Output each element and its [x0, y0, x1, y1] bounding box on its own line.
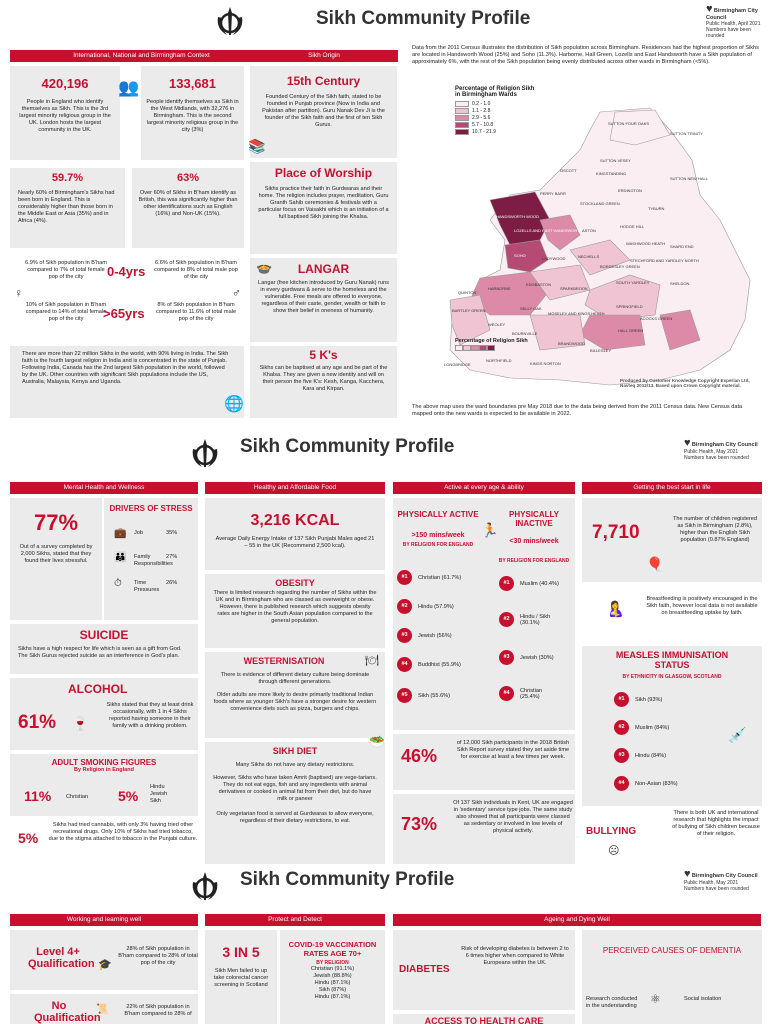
svg-text:LADYWOOD: LADYWOOD	[542, 256, 566, 261]
svg-text:BRANDWOOD: BRANDWOOD	[558, 341, 585, 346]
stress-drivers	[104, 498, 198, 620]
dementia-text: Research conducted in the understanding	[586, 996, 638, 1009]
diet-text1: Many Sikhs do not have any dietary restrictions.	[235, 762, 355, 768]
smoking-card	[10, 754, 198, 816]
rank-badge: #3	[499, 650, 514, 665]
stat-value: 63%	[176, 172, 200, 184]
noqual-text: 22% of Sikh population in B'ham compared to 28% of	[124, 1004, 192, 1017]
svg-text:WASHWOOD HEATH: WASHWOOD HEATH	[626, 241, 666, 246]
obesity-text: There is limited research regarding the number of Sikhs within the UK and in Birmingham who are classed as overweight or obese. However, there is published research which suggests obesity rates are higher in the South Asian population compared to the general population.	[213, 590, 377, 624]
council-logo-3	[684, 868, 764, 892]
stat-value: 77%	[33, 510, 79, 535]
runner-icon: 🏃	[481, 522, 499, 538]
svg-text:NORTHFIELD: NORTHFIELD	[486, 358, 512, 363]
dementia-card	[582, 930, 762, 1024]
svg-text:SPRINGFIELD: SPRINGFIELD	[616, 304, 643, 309]
svg-text:LONGBRIDGE: LONGBRIDGE	[444, 362, 471, 367]
svg-text:BORDESLEY GREEN: BORDESLEY GREEN	[600, 264, 640, 269]
alcohol-text: Sikhs stated that they at least drink occasionally, with 1 in 4 Sikhs reported having someone in their family with a drinking problem.	[106, 702, 194, 729]
briefcase-icon: 💼	[114, 528, 127, 539]
age1-female: 6.9% of Sikh population in B'ham compared to 7% of total female pop of the city	[25, 260, 107, 280]
svg-text:ACOCKS GREEN: ACOCKS GREEN	[640, 316, 673, 321]
section-start: Getting the best start in life	[582, 482, 762, 494]
covid-row: Christian (91.1%)	[310, 966, 355, 972]
council-logo-2	[684, 437, 764, 461]
legend-label: 0.2 - 1.0	[472, 101, 491, 107]
legend-label: 5.7 - 10.8	[472, 122, 494, 128]
pa-threshold: >150 mins/week	[411, 532, 465, 539]
legend-label: 10.7 - 21.9	[472, 129, 496, 135]
stress-label: Family Responsibilities	[134, 554, 173, 567]
sad-face-icon: ☹	[608, 845, 620, 857]
council-logo	[706, 3, 766, 39]
west-title: WESTERNISATION	[243, 656, 325, 666]
network-icon: ⚛	[650, 992, 661, 1006]
level4-title: Level 4+ Qualification	[28, 946, 95, 970]
page-title: Sikh Community Profile	[316, 8, 531, 29]
svg-text:SUTTON VESEY: SUTTON VESEY	[600, 158, 631, 163]
svg-text:HARBORNE: HARBORNE	[488, 286, 511, 291]
dementia-title: PERCEIVED CAUSES OF DEMENTIA	[602, 946, 742, 955]
langar-title: LANGAR	[297, 262, 350, 276]
pi-threshold: <30 mins/week	[509, 538, 559, 545]
bullying-card	[582, 808, 762, 864]
svg-text:ERDINGTON: ERDINGTON	[618, 188, 642, 193]
covid-card	[280, 930, 385, 1024]
exercise-46-card	[393, 734, 575, 790]
covid-row: Hindu (87.1%)	[314, 994, 351, 1000]
covid-row: Sikh (87%)	[318, 987, 347, 993]
stat-text: of 12,000 Sikh participants in the 2018 British Sikh Report survey stated they set aside time for exercise at least a few times per week.	[456, 740, 570, 760]
measles-label: Muslim (84%)	[635, 724, 670, 731]
measles-label: Non-Asian (83%)	[635, 780, 678, 787]
heart-logo-icon: ♥	[706, 3, 713, 15]
legend-label: 2.9 - 5.6	[472, 115, 491, 121]
worship-title: Place of Worship	[274, 166, 373, 180]
pa-row	[397, 599, 454, 614]
measles-row	[614, 748, 666, 763]
smoking-v1: 11%	[24, 788, 52, 804]
section-mental: Mental Health and Wellness	[10, 482, 198, 494]
section-work: Working and learning well	[10, 914, 198, 926]
svg-text:QUINTON: QUINTON	[458, 290, 477, 295]
svg-text:BILLESLEY: BILLESLEY	[590, 348, 612, 353]
stat-value: 420,196	[41, 76, 89, 91]
map-legend-small	[455, 338, 528, 352]
worship-card	[250, 162, 397, 254]
page-title-3: Sikh Community Profile	[240, 869, 455, 890]
cannabis-text: Sikhs had tried cannabis, with only 3% having tried other recreational drugs. Only 10% of Sikhs had tried tobacco, due to the stigma attached to tobacco in the Punjabi culture.	[48, 822, 198, 842]
stat-west-midlands	[141, 66, 244, 160]
stress-77-card	[10, 498, 102, 620]
rank-badge: #2	[397, 599, 412, 614]
west-text1: There is evidence of different dietary culture being dominate through different generations.	[220, 672, 370, 685]
rank-badge: #1	[499, 576, 514, 591]
age1-male: 6.6% of Sikh population in B'ham compared to 8% of total male pop of the city	[154, 260, 238, 280]
pa-row	[397, 628, 452, 643]
pi-row	[499, 650, 571, 665]
kcal-value: 3,216 KCAL	[250, 512, 340, 529]
khanda-icon	[190, 437, 220, 471]
age1-label: 0-4yrs	[107, 264, 146, 279]
age2-label: >65yrs	[103, 306, 145, 321]
section-food: Healthy and Affordable Food	[205, 482, 385, 494]
pi-label: Muslim (40.4%)	[520, 580, 559, 587]
diet-text2: However, Sikhs who have taken Amrit (baptised) are vege-tarians. They do not eat eggs, fish and any ingredients with animal derivatives or cooked in animal fat from their diet, but do have milk or paneer	[213, 775, 377, 802]
globe-icon: 🌐	[224, 396, 244, 413]
council-name: Birmingham City Council	[691, 873, 758, 879]
svg-text:SUTTON FOUR OAKS: SUTTON FOUR OAKS	[608, 121, 650, 126]
langar-text: Langar (free kitchen introduced by Guru Nanak) runs in every gurdwara & serve to the homeless and the vulnerable. Free meals are offered to everyone, regardless of their caste, gender, wealth or faith to show their belief in oneness of humanity.	[258, 280, 389, 314]
rounding-note: Numbers have been rounded	[706, 27, 752, 39]
pi-sub: BY RELIGION FOR ENGLAND	[498, 558, 570, 564]
pa-row	[397, 657, 461, 672]
svg-text:NECHELLS: NECHELLS	[578, 254, 600, 259]
family-icon: 👪	[114, 552, 127, 563]
screening-card	[205, 930, 277, 1024]
date-note: Public Health, May 2021	[684, 449, 739, 455]
diet-card	[205, 734, 386, 864]
level4-text: 28% of Sikh population in B'ham compared to 28% of total pop of the city	[118, 946, 198, 966]
smoking-l1: Christian	[66, 794, 89, 800]
sedentary-73-card	[393, 794, 575, 864]
pi-row	[499, 576, 571, 591]
svg-text:SOHO: SOHO	[514, 253, 526, 258]
svg-text:HANDSWORTH WOOD: HANDSWORTH WOOD	[496, 214, 540, 219]
access-title: ACCESS TO HEALTH CARE	[424, 1016, 544, 1024]
rank-badge: #3	[397, 628, 412, 643]
stress-label: Job	[134, 530, 144, 536]
access-card	[393, 1014, 575, 1024]
mother-child-icon: 🤱	[606, 601, 625, 618]
section-protect: Protect and Detect	[205, 914, 385, 926]
suicide-card	[10, 624, 198, 674]
date-note: Public Health, April 2021	[706, 21, 761, 27]
pi-label: Hindu / Sikh (30.1%)	[520, 613, 551, 626]
rank-badge: #3	[614, 748, 629, 763]
svg-text:SHELDON: SHELDON	[670, 281, 690, 286]
measles-row	[614, 692, 662, 707]
svg-text:SELLY OAK: SELLY OAK	[520, 306, 542, 311]
noqual-card	[10, 994, 198, 1024]
stat-text: Out of a survey completed by 2,000 Sikhs, stated that they found their lives stressful.	[19, 544, 93, 564]
measles-label: Hindu (84%)	[635, 752, 667, 759]
svg-text:PERRY BARR: PERRY BARR	[540, 191, 566, 196]
stat-value: 133,681	[169, 76, 216, 91]
covid-row: Jewish (88.8%)	[313, 973, 352, 979]
book-icon: 📚	[248, 138, 266, 154]
stat-value: 73%	[401, 814, 438, 834]
measles-row	[614, 776, 678, 791]
pa-label: Hindu (57.9%)	[418, 603, 454, 610]
noqual-title: No Qualification	[34, 1000, 101, 1024]
breastfeeding-text: Breastfeeding is positively encouraged in the Sikh faith, however local data is not available on breastfeeding uptake by faith.	[646, 596, 758, 616]
stat-text: People identify themselves as Sikh in the West Midlands, with 32,276 in Birmingham. This is the second largest minority religious group in the city (3%)	[146, 99, 239, 133]
level4-card	[10, 930, 198, 990]
smoking-l2: Hindu Jewish Sikh	[150, 784, 168, 804]
smoking-sub: By Religion in England	[74, 767, 134, 773]
covid-sub: BY RELIGION	[316, 960, 349, 966]
male-icon: ♂	[232, 286, 241, 300]
council-name: Birmingham City Council	[706, 8, 758, 21]
certificate-icon: 📜	[96, 1004, 109, 1015]
measles-row	[614, 720, 669, 735]
alcohol-title: ALCOHOL	[68, 682, 128, 696]
covid-title: COVID-19 VACCINATION RATES AGE 70+	[288, 940, 377, 958]
section-context: International, National and Birmingham Context	[10, 50, 273, 62]
stat-text: Of 137 Sikh individuals in Kent, UK are engaged in 'sedentary' service type jobs. The same study also showed that all participants were classed as sedentary or involved in low levels of physical activity.	[453, 800, 573, 834]
rank-badge: #2	[614, 720, 629, 735]
people-icon: 👥	[118, 78, 140, 97]
rank-badge: #2	[499, 612, 514, 627]
diet-title: SIKH DIET	[272, 746, 318, 756]
pi-label: Christian (25.4%)	[520, 687, 543, 700]
pa-row	[397, 570, 461, 585]
pi-row	[499, 686, 571, 701]
pi-row	[499, 612, 571, 627]
age2-female: 10% of Sikh population in B'ham compared to 14% of total female pop of the city	[25, 302, 107, 322]
rank-badge: #1	[397, 570, 412, 585]
rounding-note: Numbers have been rounded	[684, 455, 749, 461]
rounding-note: Numbers have been rounded	[684, 886, 749, 892]
screening-value: 3 IN 5	[222, 944, 260, 960]
stat-text: Over 60% of Sikhs in B'ham identify as British, this was significantly higher than other identifications such as English (16%) and Non-UK (15%).	[138, 190, 238, 217]
alcohol-value: 61%	[18, 712, 57, 733]
section-origin: Sikh Origin	[250, 50, 398, 62]
world-text: There are more than 22 million Sikhs in the world, with 90% living in India. The Sikh faith is the fourth largest religion in India and is concentrated in the state of Punjab. Following India, Canada has the 2nd largest Sikh population in the world, followed by the UK. Other countries with significant Sikh populations include the US, Australia, Malaysia, Kenya and Uganda.	[22, 351, 229, 385]
pa-label: Buddhist (55.9%)	[418, 661, 461, 668]
graduation-cap-icon: 🎓	[98, 959, 112, 971]
stat-value: 46%	[401, 746, 438, 766]
section-ageing: Ageing and Dying Well	[393, 914, 761, 926]
diet-text3: Only vegetarian food is served at Gurdwaras to allow everyone, regardless of their dietary restrictions, to eat.	[216, 811, 374, 824]
date-note: Public Health, May 2021	[684, 880, 739, 886]
pa-label: Sikh (55.6%)	[418, 692, 451, 699]
pa-title: PHYSICALLY ACTIVE	[397, 510, 479, 519]
svg-text:SPARKBROOK: SPARKBROOK	[560, 286, 588, 291]
ks-text: Sikhs can be baptised at any age and be part of the Khalsa. They are given a new identity and will on their person the five K's: Kesh, Kanga, Kacchera, Kara and Kirpan.	[259, 365, 388, 392]
pa-sub: BY RELIGION FOR ENGLAND	[402, 542, 474, 548]
syringe-icon: 💉	[728, 727, 747, 744]
alcohol-card	[10, 678, 198, 750]
food-bowl-icon: 🍲	[256, 260, 273, 275]
pi-label: Jewish (30%)	[520, 654, 554, 661]
stat-text: People in England who identify themselves as Sikh. This is the 3rd largest minority religious group in the UK. London hosts the largest community in the UK.	[19, 99, 111, 133]
legend-label: 1.1 - 2.8	[472, 108, 491, 114]
child-balloon-icon: 🎈	[646, 556, 664, 572]
pi-title: PHYSICALLY INACTIVE	[509, 510, 559, 528]
worship-text: Sikhs practice their faith in Gurdwaras and their home. The religion includes prayer, meditation, Guru Granth Sahib ceremonies & festivals with a particular focus on Vaisakhi which is an initiation of a full baptised Sikh joining the Khalsa.	[258, 186, 389, 220]
obesity-title: OBESITY	[275, 578, 315, 588]
heart-logo-icon: ♥	[684, 868, 691, 880]
page-title-2: Sikh Community Profile	[240, 436, 455, 457]
stress-value: 26%	[166, 580, 178, 586]
svg-text:SUTTON TRINITY: SUTTON TRINITY	[670, 131, 703, 136]
diabetes-text: Risk of developing diabetes is between 2 to 6 times higher when compared to White Europeans within the UK.	[461, 946, 569, 966]
kcal-text: Average Daily Energy Intake of 137 Sikh Punjabi Males aged 21 – 55 in the UK (Recommend 2,500 kcal).	[215, 536, 375, 549]
svg-text:STECHFORD AND YARDLEY NORTH: STECHFORD AND YARDLEY NORTH	[630, 258, 699, 263]
stress-value: 27%	[166, 554, 178, 560]
measles-label: Sikh (93%)	[635, 696, 663, 703]
khanda-icon	[190, 870, 220, 904]
map-intro: Data from the 2011 Census illustrates the distribution of Sikh population across Birmingham. Residences had the highest proportion of Sikhs are located in Handsworth Wood (25%) and Soho (11.3%). Harborne, Hall Green, Lozells and East Handsworth have a Sikh population of approximately 6%, with the rest of the Sikh population being evenly distributed across other wards in Birmingham (<5%).	[412, 45, 759, 65]
section-active: Active at every age & ability	[393, 482, 575, 494]
origin-text: Founded Century of the Sikh faith, stated to be founded in Punjab province (Now in India and Pakistan after partition). Guru Nanak Dev Ji is the founder of the Sikh faith and the first of ten Sikh Gurus.	[262, 94, 385, 128]
measles-title: MEASLES IMMUNISATION STATUS	[615, 650, 729, 670]
activity-card	[393, 498, 575, 730]
children-card	[582, 498, 762, 582]
map-credit: Produced by Customer Knowledge Copyright Experian Ltd, Navteq 2012/13. Based upon Crown Copyright material.	[620, 378, 750, 388]
stress-title: DRIVERS OF STRESS	[109, 504, 193, 513]
legend-swatches	[455, 345, 528, 351]
breastfeeding-card	[582, 586, 762, 642]
rank-badge: #4	[614, 776, 629, 791]
svg-text:BARTLEY GREEN: BARTLEY GREEN	[452, 308, 486, 313]
screening-text: Sikh Men failed to up take colorectal cancer screening in Scotland	[213, 968, 269, 988]
salad-bowl-icon: 🥗	[369, 734, 386, 749]
svg-text:BOURNVILLE: BOURNVILLE	[512, 331, 538, 336]
origin-card	[250, 66, 397, 158]
langar-card	[250, 258, 397, 342]
cannabis-value: 5%	[18, 830, 39, 846]
pa-label: Christian (61.7%)	[418, 574, 462, 581]
origin-title: 15th Century	[286, 74, 361, 88]
map-note: The above map uses the ward boundaries pre May 2018 due to the data being derived from the 2011 Census data. New Census data mapped onto the new wards is expected to be available in 2022.	[412, 404, 743, 417]
bullying-text: There is both UK and international research that highlights the impact of bullying of Sikh children because of their religion.	[672, 810, 760, 837]
rank-badge: #4	[499, 686, 514, 701]
diabetes-title: DIABETES	[399, 964, 450, 975]
svg-text:EDGBASTON: EDGBASTON	[526, 282, 552, 287]
svg-text:HODGE HILL: HODGE HILL	[620, 224, 645, 229]
svg-text:ASTON: ASTON	[582, 228, 596, 233]
age-panel	[10, 256, 244, 340]
stat-born-england	[10, 168, 125, 248]
svg-text:HALL GREEN: HALL GREEN	[618, 328, 644, 333]
female-icon: ♀	[14, 286, 23, 300]
svg-text:MOSELEY AND KINGS HEATH: MOSELEY AND KINGS HEATH	[548, 311, 605, 316]
svg-text:KINGSTANDING: KINGSTANDING	[596, 171, 627, 176]
svg-text:SOUTH YARDLEY: SOUTH YARDLEY	[616, 280, 650, 285]
stat-text: The number of children registered as Sikh in Birmingham (2.8%), higher than the English Sikh population (0.87% England)	[673, 516, 757, 543]
council-name: Birmingham City Council	[691, 442, 758, 448]
smoking-v2: 5%	[118, 788, 139, 804]
svg-text:SHARD END: SHARD END	[670, 244, 694, 249]
smoking-title: ADULT SMOKING FIGURES	[51, 758, 157, 767]
rank-badge: #1	[614, 692, 629, 707]
svg-text:TYBURN: TYBURN	[648, 206, 665, 211]
suicide-text: Sikhs have a high respect for life which is seen as a gift from God. The Sikh Gurus rejected suicide as an interference in God's plan.	[18, 646, 182, 659]
obesity-card	[205, 574, 385, 648]
west-card	[205, 652, 385, 738]
stress-label: Time Pressures	[134, 580, 160, 593]
suicide-title: SUICIDE	[79, 628, 129, 642]
stat-british	[132, 168, 244, 248]
diabetes-card	[393, 930, 575, 1010]
stat-value: 7,710	[592, 522, 640, 543]
kcal-card	[205, 498, 385, 570]
svg-text:OSCOTT: OSCOTT	[560, 168, 577, 173]
west-text2: Older adults are more likely to desire primarily traditional Indian foods where as younger Sikh's have a stronger desire for western convenience diets such as pizza, burgers and chips.	[213, 692, 377, 712]
svg-text:WEOLEY: WEOLEY	[488, 322, 506, 327]
bullying-title: BULLYING	[586, 826, 637, 837]
pa-row	[397, 688, 450, 703]
age2-male: 8% of Sikh population in B'ham compared to 11.6% of total male pop of the city	[155, 302, 237, 322]
measles-sub: BY ETHNICITY IN GLASGOW, SCOTLAND	[622, 674, 722, 680]
cannabis-card	[10, 820, 198, 866]
rank-badge: #4	[397, 657, 412, 672]
plate-cutlery-icon: 🍽	[365, 655, 379, 667]
legend-title-small: Percentage of Religion Sikh	[455, 338, 528, 344]
covid-row: Hindu (87.1%)	[314, 980, 351, 986]
svg-text:LOZELLS AND EAST HANDSWORTH: LOZELLS AND EAST HANDSWORTH	[514, 228, 583, 233]
wine-glass-icon: 🍷	[72, 716, 89, 731]
khanda-icon	[215, 5, 245, 39]
stat-value: 59.7%	[51, 172, 84, 184]
stat-england	[10, 66, 120, 160]
heart-logo-icon: ♥	[684, 437, 691, 449]
pa-label: Jewish (56%)	[418, 632, 452, 639]
legend-title: Percentage of Religion Sikh in Birmingham Wards	[455, 86, 535, 98]
ks-card	[250, 346, 397, 418]
ks-title: 5 K's	[309, 348, 338, 362]
svg-text:STOCKLAND GREEN: STOCKLAND GREEN	[580, 201, 620, 206]
clock-icon: ⏱	[114, 578, 122, 589]
svg-text:SUTTON NEW HALL: SUTTON NEW HALL	[670, 176, 708, 181]
stress-value: 35%	[166, 530, 178, 536]
world-panel	[10, 346, 244, 418]
svg-text:KINGS NORTON: KINGS NORTON	[530, 361, 561, 366]
dementia-item: Social isolation	[684, 996, 722, 1002]
rank-badge: #5	[397, 688, 412, 703]
stat-text: Nearly 60% of Birmingham's Sikhs had been born in England. This is considerably higher than those born in the Middle East or Asia (35%) and in Africa (4%).	[18, 190, 115, 224]
measles-card	[582, 646, 762, 806]
